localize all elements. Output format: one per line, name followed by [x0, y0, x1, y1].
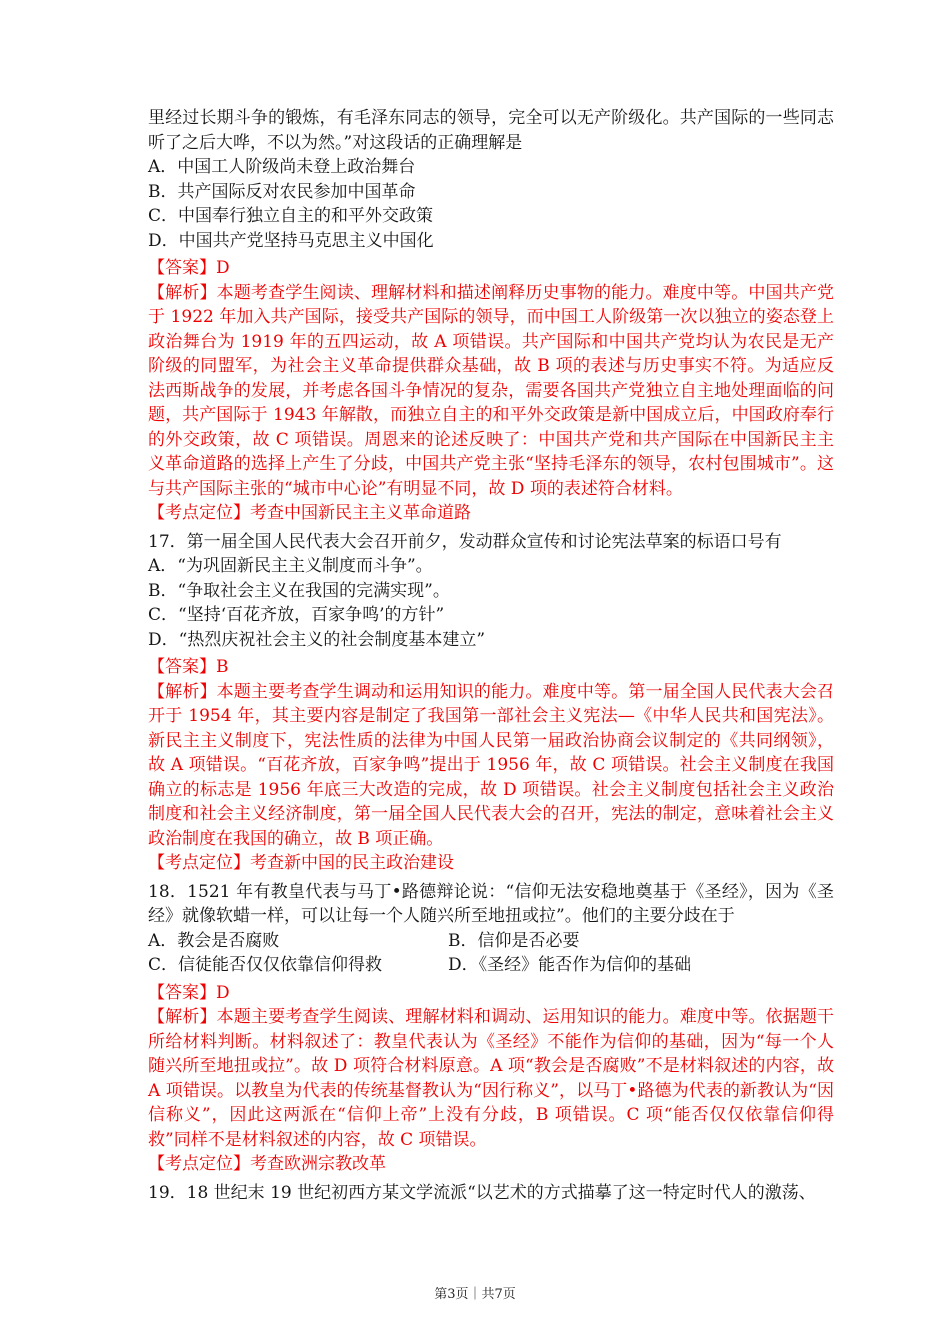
- question-17-analysis: 【解析】本题主要考查学生调动和运用知识的能力。难度中等。第一届全国人民代表大会召开于 1954 年，其主要内容是制定了我国第一部社会主义宪法—《中华人民共和国宪法》。新民主主义制度下，宪法性质的法律为中国人民第一届政治协商会议制定的《共同纲领》，故 A 项错误。“百花齐放，百家争鸣”提出于 1956 年，故 C 项错误。社会主义制度在我国确立的标志是 1956 年底三大改造的完成，故 D 项错误。社会主义制度包括社会主义政治制度和社会主义经济制度，第一届全国人民代表大会的召开，宪法的制定，意味着社会主义政治制度在我国的确立，故 B 项正确。: [148, 681, 834, 849]
- question-17-stem: 17．第一届全国人民代表大会召开前夕，发动群众宣传和讨论宪法草案的标语口号有: [148, 531, 782, 552]
- option-text: C．信徒能否仅仅依靠信仰得救: [148, 955, 383, 975]
- document-content: [148, 106, 834, 1205]
- question-16-option-d: D．中国共产党坚持马克思主义中国化: [148, 230, 434, 251]
- option-text: D．《圣经》能否作为信仰的基础: [448, 955, 692, 975]
- question-17-option-d: D．“热烈庆祝社会主义的社会制度基本建立”: [148, 629, 486, 650]
- question-16-option-b: B．共产国际反对农民参加中国革命: [148, 181, 416, 202]
- question-16-option-c: C．中国奉行独立自主的和平外交政策: [148, 206, 434, 226]
- option-text: B．信仰是否必要: [448, 930, 580, 951]
- question-17-exam-point: 【考点定位】考查新中国的民主政治建设: [148, 853, 454, 873]
- question-16-option-a: A．中国工人阶级尚未登上政治舞台: [148, 157, 416, 177]
- question-16-answer: 【答案】D: [148, 258, 230, 278]
- question-16-exam-point: 【考点定位】考查中国新民主主义革命道路: [148, 503, 471, 523]
- question-18-answer: 【答案】D: [148, 982, 230, 1003]
- question-17-option-a: A．“为巩固新民主主义制度而斗争”。: [148, 556, 433, 576]
- question-16-analysis: 【解析】本题考查学生阅读、理解材料和描述阐释历史事物的能力。难度中等。中国共产党于 1922 年加入共产国际，接受共产国际的领导，而中国工人阶级第一次以独立的姿态登上政治舞台为 1919 年的五四运动，故 A 项错误。共产国际和中国共产党均认为农民是无产阶级的同盟军，为社会主义革命提供群众基础，故 B 项的表述与历史事实不符。为适应反法西斯战争的发展，并考虑各国斗争情况的复杂，需要各国共产党独立自主地处理面临的问题，共产国际于 1943 年解散，而独立自主的和平外交政策是新中国成立后，中国政府奉行的外交政策，故 C 项错误。周恩来的论述反映了：中国共产党和共产国际在中国新民主主义革命道路的选择上产生了分歧，中国共产党主张“坚持毛泽东的领导，农村包围城市”。这与共产国际主张的“城市中心论”有明显不同，故 D 项的表述符合材料。: [148, 282, 834, 499]
- question-18-options-cd: [148, 953, 834, 978]
- question-17-option-c: C．“坚持‘百花齐放，百家争鸣’的方针”: [148, 605, 445, 625]
- question-18-stem: 18．1521 年有教皇代表与马丁•路德辩论说：“信仰无法安稳地奠基于《圣经》，因为《圣经》就像软蜡一样，可以让每一个人随兴所至地扭或拉”。他们的主要分歧在于: [148, 881, 834, 926]
- page-footer: [0, 1283, 950, 1302]
- option-text: A．教会是否腐败: [148, 930, 280, 951]
- page-number-text: 第3页｜共7页: [434, 1287, 516, 1302]
- question-17-answer: 【答案】B: [148, 657, 229, 677]
- question-17-option-b: B．“争取社会主义在我国的完满实现”。: [148, 580, 450, 601]
- question-18-analysis: 【解析】本题主要考查学生阅读、理解材料和调动、运用知识的能力。难度中等。依据题干所给材料判断。材料叙述了：教皇代表认为《圣经》不能作为信仰的基础，因为“每一个人随兴所至地扭或拉”。故 D 项符合材料原意。A 项“教会是否腐败”不是材料叙述的内容，故 A 项错误。以教皇为代表的传统基督教认为“因行称义”，以马丁•路德为代表的新教认为“因信称义”，因此这两派在“信仰上帝”上没有分歧，B 项错误。C 项“能否仅仅依靠信仰得救”同样不是材料叙述的内容，故 C 项错误。: [148, 1007, 834, 1150]
- question-18-exam-point: 【考点定位】考查欧洲宗教改革: [148, 1154, 386, 1174]
- question-18-options-ab: [148, 929, 834, 954]
- question-16-stem-continuation: 里经过长期斗争的锻炼，有毛泽东同志的领导，完全可以无产阶级化。共产国际的一些同志听了之后大哗，不以为然。”对这段话的正确理解是: [148, 108, 834, 153]
- question-19-stem: 19．18 世纪末 19 世纪初西方某文学流派“以艺术的方式描摹了这一特定时代人的激荡、: [148, 1182, 816, 1203]
